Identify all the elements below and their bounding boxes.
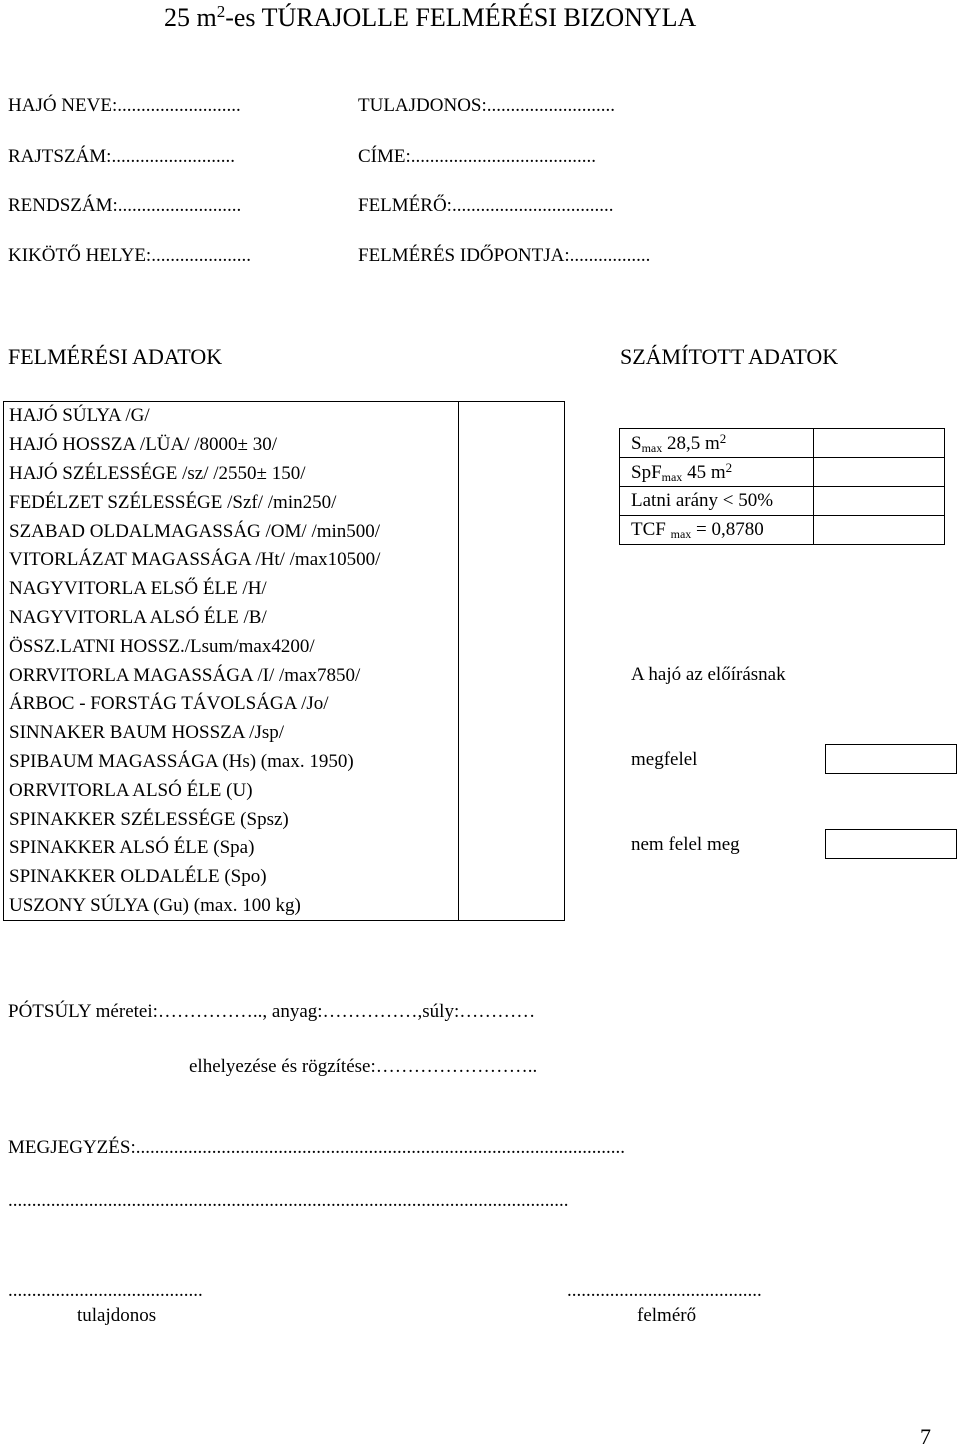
tcf-subscript: max xyxy=(670,526,692,541)
table-row xyxy=(620,458,945,487)
measurement-table xyxy=(3,401,565,921)
computed-spfmax-cell[interactable] xyxy=(814,458,945,487)
table-row xyxy=(4,834,565,863)
computed-smax-cell[interactable] xyxy=(814,429,945,458)
table-row xyxy=(4,719,565,748)
measurement-value-cell[interactable] xyxy=(459,431,565,460)
table-row xyxy=(4,632,565,661)
computed-tcf xyxy=(620,516,814,545)
verdict-statement: A hajó az előírásnak xyxy=(631,664,786,685)
table-row xyxy=(4,661,565,690)
verdict-fail-label: nem felel meg xyxy=(631,834,740,855)
ballast-dimensions-field[interactable]: PÓTSÚLY méretei:…………….., anyag:……………,súly:………… xyxy=(8,1001,536,1022)
smax-symbol: S xyxy=(631,432,642,454)
measurement-value-cell[interactable] xyxy=(459,517,565,546)
table-row xyxy=(4,460,565,489)
measurement-label: HAJÓ SZÉLESSÉGE /sz/ /2550± 150/ xyxy=(4,460,459,489)
table-row xyxy=(4,431,565,460)
smax-superscript: 2 xyxy=(719,430,727,446)
measurement-value-cell[interactable] xyxy=(459,460,565,489)
page-title xyxy=(164,2,696,33)
measurement-label: SZABAD OLDALMAGASSÁG /OM/ /min500/ xyxy=(4,517,459,546)
title-suffix: -es TÚRAJOLLE FELMÉRÉSI BIZONYLA xyxy=(225,3,697,32)
measurement-value-cell[interactable] xyxy=(459,661,565,690)
measurement-label: SINNAKER BAUM HOSSZA /Jsp/ xyxy=(4,719,459,748)
ballast-placement-field[interactable]: elhelyezése és rögzítése:…………………….. xyxy=(189,1056,538,1077)
signature-owner-line[interactable]: ......................................... xyxy=(8,1280,203,1301)
section-computed-heading: SZÁMÍTOTT ADATOK xyxy=(620,344,839,369)
field-surveyor[interactable]: FELMÉRŐ:.................................. xyxy=(358,195,614,216)
measurement-value-cell[interactable] xyxy=(459,805,565,834)
measurement-label: HAJÓ HOSSZA /LÜA/ /8000± 30/ xyxy=(4,431,459,460)
field-race-number[interactable]: RAJTSZÁM:.......................... xyxy=(8,146,235,167)
tcf-symbol: TCF xyxy=(631,518,671,540)
measurement-value-cell[interactable] xyxy=(459,690,565,719)
measurement-label: FEDÉLZET SZÉLESSÉGE /Szf/ /min250/ xyxy=(4,488,459,517)
measurement-value-cell[interactable] xyxy=(459,575,565,604)
measurement-value-cell[interactable] xyxy=(459,632,565,661)
measurement-value-cell[interactable] xyxy=(459,863,565,892)
measurement-value-cell[interactable] xyxy=(459,892,565,921)
measurement-label: ÁRBOC - FORSTÁG TÁVOLSÁGA /Jo/ xyxy=(4,690,459,719)
title-superscript: 2 xyxy=(216,2,226,21)
table-row xyxy=(620,487,945,516)
computed-table xyxy=(619,428,945,545)
table-row xyxy=(4,488,565,517)
measurement-label: SPINAKKER SZÉLESSÉGE (Spsz) xyxy=(4,805,459,834)
computed-latni-cell[interactable] xyxy=(814,487,945,516)
measurement-label: HAJÓ SÚLYA /G/ xyxy=(4,402,459,431)
field-owner[interactable]: TULAJDONOS:........................... xyxy=(358,95,616,116)
measurement-label: ORRVITORLA ALSÓ ÉLE (U) xyxy=(4,776,459,805)
measurement-value-cell[interactable] xyxy=(459,546,565,575)
measurement-label: ORRVITORLA MAGASSÁGA /I/ /max7850/ xyxy=(4,661,459,690)
table-row xyxy=(4,863,565,892)
measurement-label: USZONY SÚLYA (Gu) (max. 100 kg) xyxy=(4,892,459,921)
computed-tcf-cell[interactable] xyxy=(814,516,945,545)
signature-surveyor-label: felmérő xyxy=(637,1305,697,1326)
page-number: 7 xyxy=(920,1424,931,1449)
field-registration[interactable]: RENDSZÁM:.......................... xyxy=(8,195,242,216)
table-row xyxy=(4,546,565,575)
field-address[interactable]: CÍME:....................................... xyxy=(358,146,597,167)
signature-surveyor-line[interactable]: ......................................... xyxy=(567,1280,762,1301)
smax-value: 28,5 m xyxy=(662,432,720,454)
spfmax-subscript: max xyxy=(661,469,683,484)
measurement-value-cell[interactable] xyxy=(459,402,565,431)
table-row xyxy=(4,892,565,921)
spfmax-superscript: 2 xyxy=(725,459,733,475)
measurement-label: NAGYVITORLA ELSŐ ÉLE /H/ xyxy=(4,575,459,604)
smax-subscript: max xyxy=(641,440,663,455)
verdict-fail-checkbox[interactable] xyxy=(825,829,957,859)
notes-line-2[interactable]: ...................................................................................................................... xyxy=(8,1190,569,1211)
measurement-label: SPIBAUM MAGASSÁGA (Hs) (max. 1950) xyxy=(4,748,459,777)
table-row xyxy=(4,690,565,719)
measurement-value-cell[interactable] xyxy=(459,776,565,805)
signature-owner-label: tulajdonos xyxy=(77,1305,157,1326)
measurement-label: ÖSSZ.LATNI HOSSZ./Lsum/max4200/ xyxy=(4,632,459,661)
section-measured-heading: FELMÉRÉSI ADATOK xyxy=(8,344,223,369)
measurement-value-cell[interactable] xyxy=(459,834,565,863)
table-row xyxy=(620,429,945,458)
measurement-label: VITORLÁZAT MAGASSÁGA /Ht/ /max10500/ xyxy=(4,546,459,575)
table-row xyxy=(4,517,565,546)
notes-field[interactable]: MEGJEGYZÉS:....................................................................................................... xyxy=(8,1137,625,1158)
computed-latni-ratio: Latni arány < 50% xyxy=(620,487,814,516)
field-harbor[interactable]: KIKÖTŐ HELYE:..................... xyxy=(8,245,251,266)
title-prefix: 25 m xyxy=(164,3,217,32)
tcf-value: = 0,8780 xyxy=(691,518,764,540)
measurement-value-cell[interactable] xyxy=(459,748,565,777)
field-survey-date[interactable]: FELMÉRÉS IDŐPONTJA:................. xyxy=(358,245,651,266)
computed-smax xyxy=(620,429,814,458)
table-row xyxy=(4,748,565,777)
verdict-pass-checkbox[interactable] xyxy=(825,744,957,774)
measurement-value-cell[interactable] xyxy=(459,488,565,517)
field-boat-name[interactable]: HAJÓ NEVE:.......................... xyxy=(8,95,241,116)
table-row xyxy=(4,575,565,604)
table-row xyxy=(4,805,565,834)
table-row xyxy=(4,604,565,633)
measurement-label: SPINAKKER ALSÓ ÉLE (Spa) xyxy=(4,834,459,863)
measurement-value-cell[interactable] xyxy=(459,719,565,748)
measurement-label: SPINAKKER OLDALÉLE (Spo) xyxy=(4,863,459,892)
table-row xyxy=(620,516,945,545)
measurement-value-cell[interactable] xyxy=(459,604,565,633)
table-row xyxy=(4,776,565,805)
computed-spfmax xyxy=(620,458,814,487)
spfmax-value: 45 m xyxy=(682,461,726,483)
table-row xyxy=(4,402,565,431)
verdict-pass-label: megfelel xyxy=(631,749,698,770)
spfmax-symbol: SpF xyxy=(631,461,662,483)
measurement-label: NAGYVITORLA ALSÓ ÉLE /B/ xyxy=(4,604,459,633)
